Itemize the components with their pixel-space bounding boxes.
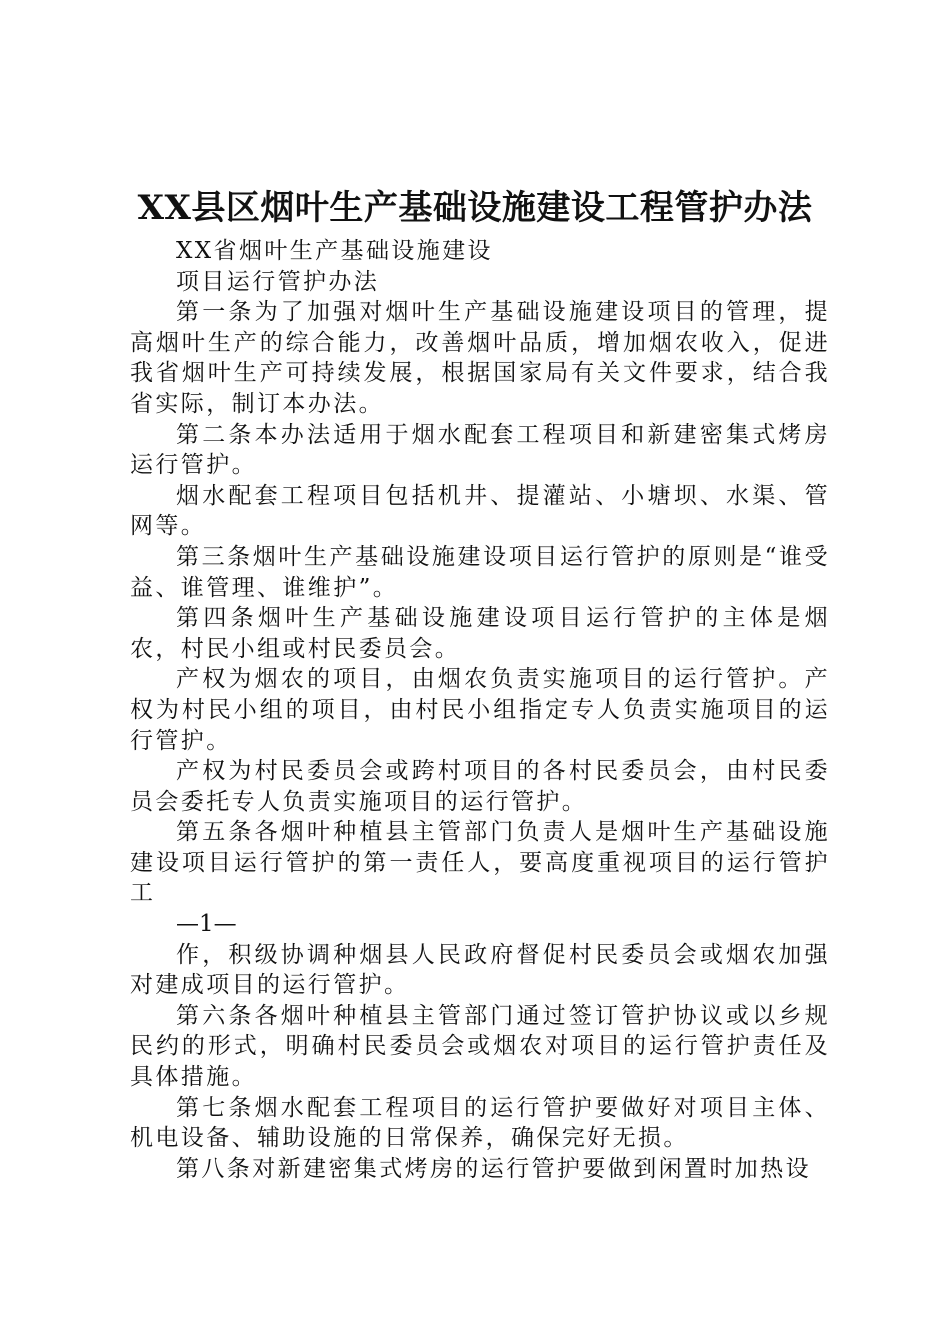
article-2: 第二条本办法适用于烟水配套工程项目和新建密集式烤房运行管护。 bbox=[130, 421, 830, 479]
page-number: —1— bbox=[176, 911, 237, 938]
article-3: 第三条烟叶生产基础设施建设项目运行管护的原则是“谁受益、谁管理、谁维护”。 bbox=[130, 543, 830, 601]
article-6: 第六条各烟叶种植县主管部门通过签订管护协议或以乡规民约的形式，明确村民委员会或烟农对项目的运行管护责任及具体措施。 bbox=[130, 1002, 830, 1091]
article-4-detail-2: 产权为村民委员会或跨村项目的各村民委员会，由村民委员会委托专人负责实施项目的运行管护。 bbox=[130, 758, 830, 815]
subtitle-line-2: 项目运行管护办法 bbox=[176, 268, 380, 295]
document-title: XX县区烟叶生产基础设施建设工程管护办法 bbox=[137, 188, 813, 228]
article-1: 第一条为了加强对烟叶生产基础设施建设项目的管理，提高烟叶生产的综合能力，改善烟叶品质，增加烟农收入，促进我省烟叶生产可持续发展，根据国家局有关文件要求，结合我省实际，制订本办法。 bbox=[130, 299, 830, 417]
article-5: 第五条各烟叶种植县主管部门负责人是烟叶生产基础设施建设项目运行管护的第一责任人，要高度重视项目的运行管护工 bbox=[130, 819, 830, 907]
article-2-detail: 烟水配套工程项目包括机井、提灌站、小塘坝、水渠、管网等。 bbox=[130, 482, 830, 540]
article-4-detail-1: 产权为烟农的项目，由烟农负责实施项目的运行管护。产权为村民小组的项目，由村民小组指定专人负责实施项目的运行管护。 bbox=[130, 666, 830, 754]
document-body bbox=[130, 236, 830, 1184]
article-7: 第七条烟水配套工程项目的运行管护要做好对项目主体、机电设备、辅助设施的日常保养，确保完好无损。 bbox=[130, 1094, 830, 1152]
article-5-continued: 作，积级协调种烟县人民政府督促村民委员会或烟农加强对建成项目的运行管护。 bbox=[130, 941, 830, 999]
subtitle-line-1: XX省烟叶生产基础设施建设 bbox=[176, 238, 493, 264]
article-8: 第八条对新建密集式烤房的运行管护要做到闲置时加热设 bbox=[176, 1155, 811, 1182]
article-4: 第四条烟叶生产基础设施建设项目运行管护的主体是烟农，村民小组或村民委员会。 bbox=[130, 605, 830, 662]
